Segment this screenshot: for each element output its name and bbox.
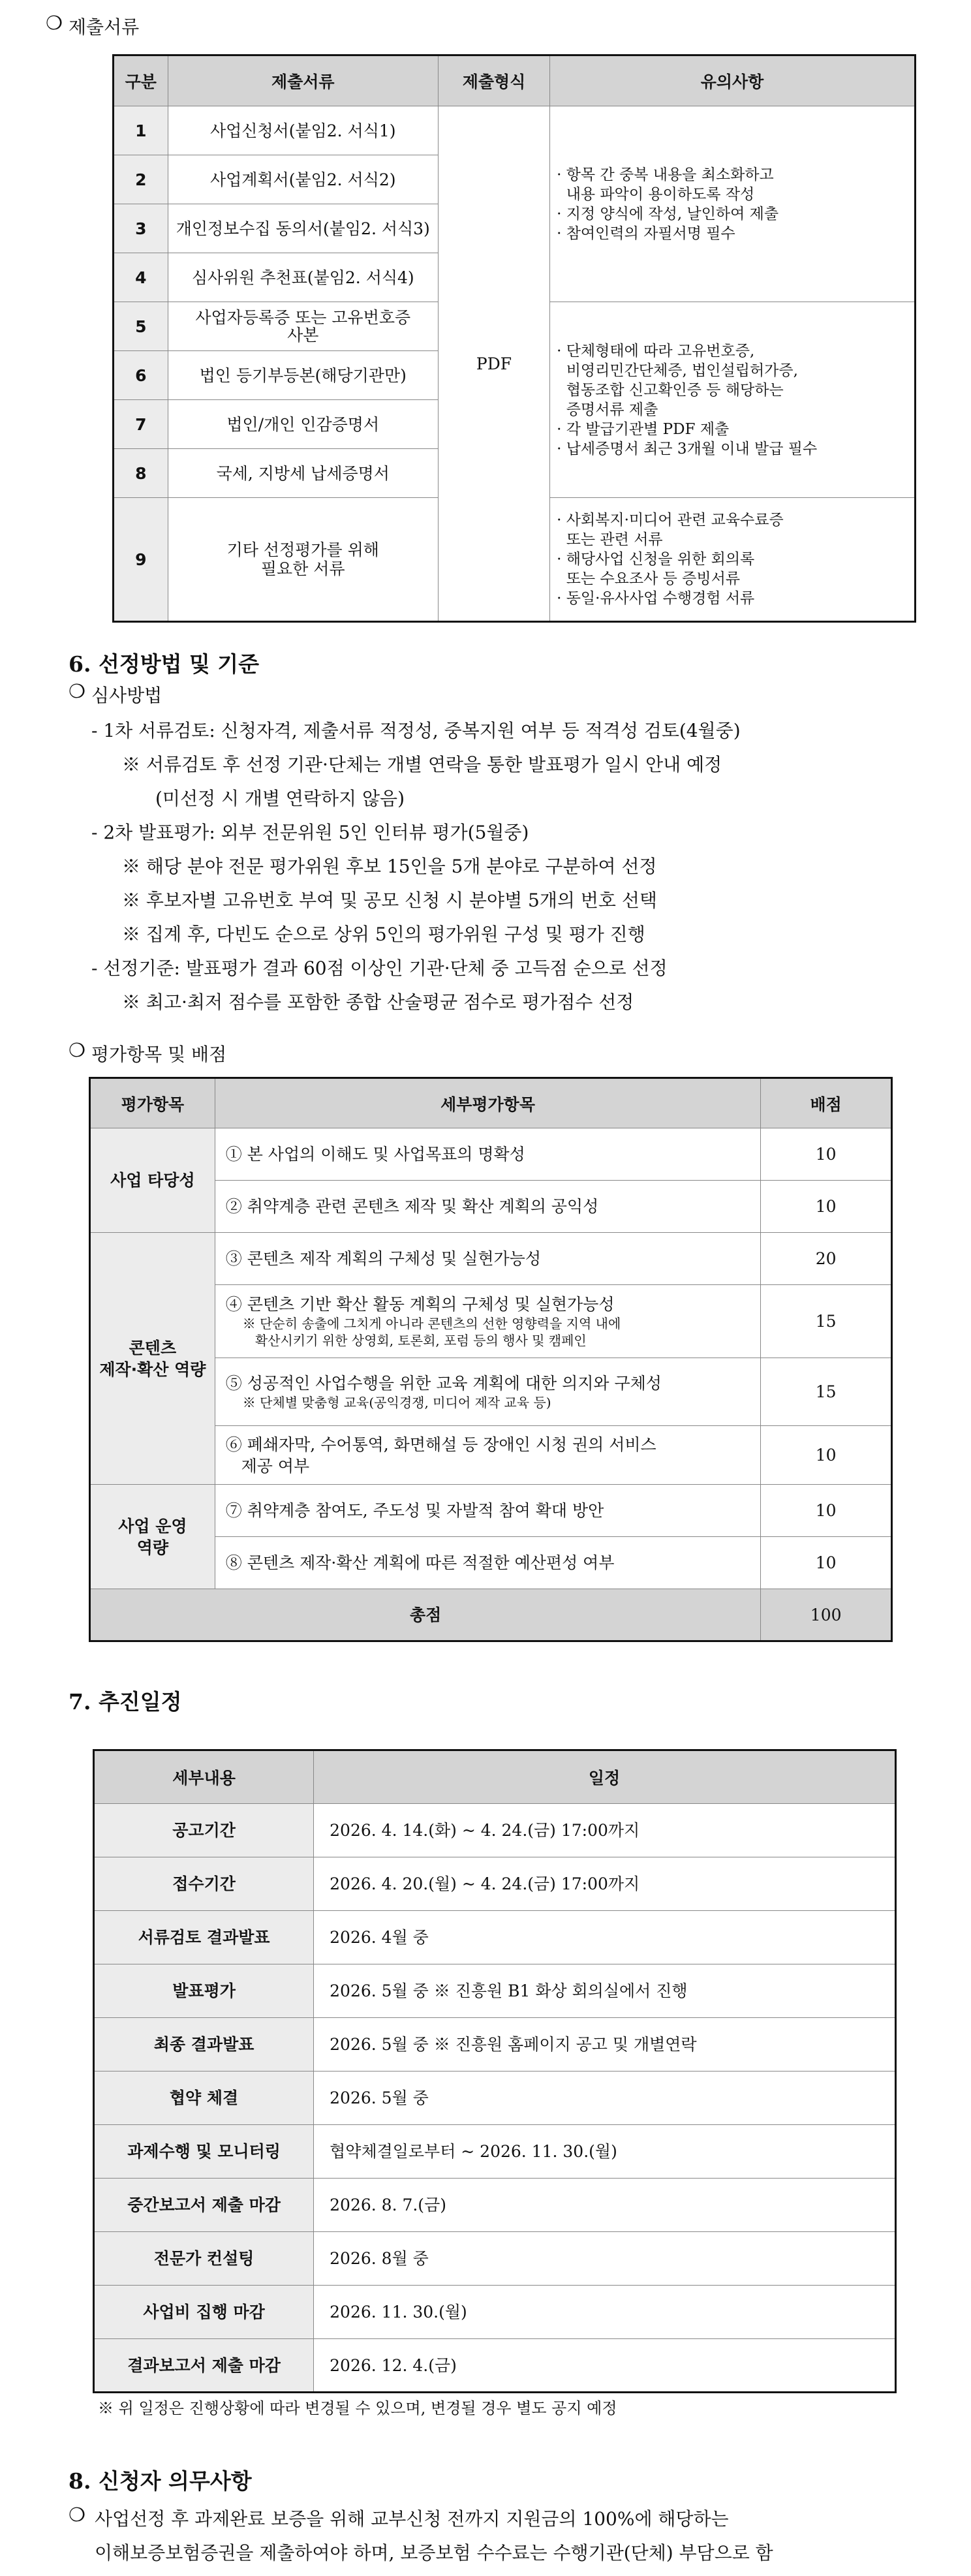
- schedule-label: 결과보고서 제출 마감: [94, 2339, 314, 2393]
- document-name: 사업신청서(붙임2. 서식1): [168, 106, 438, 155]
- row-number: 7: [114, 400, 168, 449]
- schedule-value: 2026. 5월 중: [314, 2072, 896, 2125]
- method-note: ※ 서류검토 후 선정 기관·단체는 개별 연락을 통한 발표평가 일시 안내 예정: [122, 754, 722, 775]
- document-name: 심사위원 추천표(붙임2. 서식4): [168, 253, 438, 302]
- document-name: 기타 선정평가를 위해 필요한 서류: [168, 498, 438, 622]
- col-header: 일정: [314, 1750, 896, 1804]
- bullet-circle: ❍: [69, 1039, 85, 1061]
- method-note: (미선정 시 개별 연락하지 않음): [155, 788, 405, 809]
- eval-item: ⑤ 성공적인 사업수행을 위한 교육 계획에 대한 의지와 구체성 ※ 단체별 맞춤형 교육(공익경쟁, 미디어 제작 교육 등): [215, 1358, 761, 1426]
- method-line: - 1차 서류검토: 신청자격, 제출서류 적정성, 중복지원 여부 등 적격성 검토(4월중): [91, 720, 741, 741]
- schedule-value: 2026. 4. 20.(월) ~ 4. 24.(금) 17:00까지: [314, 1857, 896, 1911]
- eval-item: ⑥ 폐쇄자막, 수어통역, 화면해설 등 장애인 시청 권의 서비스 제공 여부: [215, 1426, 761, 1485]
- row-number: 2: [114, 155, 168, 204]
- schedule-table: [93, 1749, 897, 2393]
- category-operation-capacity: 사업 운영 역량: [90, 1485, 215, 1589]
- eval-score: 15: [761, 1285, 892, 1358]
- schedule-label: 서류검토 결과발표: [94, 1911, 314, 1964]
- subheading-review-method: 심사방법: [91, 685, 162, 706]
- obligation-line: 사업선정 후 과제완료 보증을 위해 교부신청 전까지 지원금의 100%에 해당하는: [95, 2508, 729, 2530]
- document-name: 법인 등기부등본(해당기관만): [168, 351, 438, 400]
- obligation-line: 이해보증보험증권을 제출하여야 하며, 보증보험 수수료는 수행기관(단체) 부담으로 함: [95, 2542, 773, 2564]
- row-number: 6: [114, 351, 168, 400]
- method-note: ※ 집계 후, 다빈도 순으로 상위 5인의 평가위원 구성 및 평가 진행: [122, 923, 645, 945]
- documents-table: [112, 54, 916, 623]
- method-line: - 2차 발표평가: 외부 전문위원 5인 인터뷰 평가(5월중): [91, 822, 529, 843]
- category-business-validity: 사업 타당성: [90, 1128, 215, 1233]
- col-header: 세부평가항목: [215, 1078, 761, 1128]
- eval-item: ① 본 사업의 이해도 및 사업목표의 명확성: [215, 1128, 761, 1181]
- eval-score: 10: [761, 1485, 892, 1537]
- col-header: 유의사항: [550, 55, 916, 106]
- note-cell-1: · 항목 간 중복 내용을 최소화하고 내용 파악이 용이하도록 작성 · 지정 양식에 작성, 날인하여 제출 · 참여인력의 자필서명 필수: [550, 106, 916, 302]
- method-note: ※ 후보자별 고유번호 부여 및 공모 신청 시 분야별 5개의 번호 선택: [122, 890, 657, 911]
- category-content-capacity: 콘텐츠 제작·확산 역량: [90, 1233, 215, 1485]
- document-name: 사업계획서(붙임2. 서식2): [168, 155, 438, 204]
- row-number: 4: [114, 253, 168, 302]
- schedule-label: 사업비 집행 마감: [94, 2286, 314, 2339]
- schedule-label: 중간보고서 제출 마감: [94, 2179, 314, 2232]
- eval-item: ② 취약계층 관련 콘텐츠 제작 및 확산 계획의 공익성: [215, 1181, 761, 1233]
- section-heading-documents: 제출서류: [69, 16, 140, 38]
- section-title-8: 8. 신청자 의무사항: [69, 2468, 252, 2494]
- subheading-evaluation: 평가항목 및 배점: [91, 1044, 227, 1065]
- eval-score: 10: [761, 1181, 892, 1233]
- submission-format: PDF: [438, 106, 549, 622]
- eval-item-note: ※ 단순히 송출에 그치게 아니라 콘텐츠의 선한 영향력을 지역 내에 확산시키기 위한 상영회, 토론회, 포럼 등의 행사 및 캠페인: [242, 1316, 621, 1348]
- schedule-label: 공고기간: [94, 1804, 314, 1857]
- eval-score: 10: [761, 1537, 892, 1589]
- schedule-label: 최종 결과발표: [94, 2018, 314, 2072]
- schedule-label: 과제수행 및 모니터링: [94, 2125, 314, 2179]
- schedule-footnote: ※ 위 일정은 진행상황에 따라 변경될 수 있으며, 변경될 경우 별도 공지 예정: [98, 2399, 617, 2417]
- eval-item: ⑧ 콘텐츠 제작·확산 계획에 따른 적절한 예산편성 여부: [215, 1537, 761, 1589]
- note-cell-3: · 사회복지·미디어 관련 교육수료증 또는 관련 서류 · 해당사업 신청을 위한 회의록 또는 수요조사 등 증빙서류 · 동일·유사사업 수행경험 서류: [550, 498, 916, 622]
- document-name: 사업자등록증 또는 고유번호증 사본: [168, 302, 438, 351]
- total-score: 100: [761, 1589, 892, 1641]
- schedule-label: 협약 체결: [94, 2072, 314, 2125]
- schedule-value: 2026. 12. 4.(금): [314, 2339, 896, 2393]
- section-title-7: 7. 추진일정: [69, 1689, 182, 1715]
- eval-score: 20: [761, 1233, 892, 1285]
- bullet-circle: ❍: [46, 12, 63, 34]
- eval-score: 10: [761, 1426, 892, 1485]
- document-name: 국세, 지방세 납세증명서: [168, 449, 438, 498]
- schedule-value: 협약체결일로부터 ~ 2026. 11. 30.(월): [314, 2125, 896, 2179]
- note-cell-2: · 단체형태에 따라 고유번호증, 비영리민간단체증, 법인설립허가증, 협동조합 신고확인증 등 해당하는 증명서류 제출 · 각 발급기관별 PDF 제출 · 납세증명서 최근 3개월 이내 발급 필수: [550, 302, 916, 498]
- row-number: 1: [114, 106, 168, 155]
- eval-item: ③ 콘텐츠 제작 계획의 구체성 및 실현가능성: [215, 1233, 761, 1285]
- schedule-value: 2026. 5월 중 ※ 진흥원 B1 화상 회의실에서 진행: [314, 1964, 896, 2018]
- row-number: 9: [114, 498, 168, 622]
- schedule-value: 2026. 5월 중 ※ 진흥원 홈페이지 공고 및 개별연락: [314, 2018, 896, 2072]
- bullet-circle: ❍: [69, 680, 85, 702]
- eval-score: 15: [761, 1358, 892, 1426]
- method-note: ※ 해당 분야 전문 평가위원 후보 15인을 5개 분야로 구분하여 선정: [122, 856, 657, 877]
- schedule-label: 전문가 컨설팅: [94, 2232, 314, 2286]
- schedule-value: 2026. 8. 7.(금): [314, 2179, 896, 2232]
- col-header: 평가항목: [90, 1078, 215, 1128]
- schedule-value: 2026. 4월 중: [314, 1911, 896, 1964]
- col-header: 배점: [761, 1078, 892, 1128]
- schedule-label: 발표평가: [94, 1964, 314, 2018]
- document-name: 개인정보수집 동의서(붙임2. 서식3): [168, 204, 438, 253]
- col-header: 구분: [114, 55, 168, 106]
- schedule-value: 2026. 4. 14.(화) ~ 4. 24.(금) 17:00까지: [314, 1804, 896, 1857]
- method-note: ※ 최고·최저 점수를 포함한 종합 산술평균 점수로 평가점수 선정: [122, 991, 634, 1013]
- col-header: 제출형식: [438, 55, 549, 106]
- row-number: 8: [114, 449, 168, 498]
- row-number: 5: [114, 302, 168, 351]
- col-header: 제출서류: [168, 55, 438, 106]
- document-name: 법인/개인 인감증명서: [168, 400, 438, 449]
- schedule-value: 2026. 8월 중: [314, 2232, 896, 2286]
- eval-item-note: ※ 단체별 맞춤형 교육(공익경쟁, 미디어 제작 교육 등): [242, 1395, 551, 1410]
- eval-item: ④ 콘텐츠 기반 확산 활동 계획의 구체성 및 실현가능성 ※ 단순히 송출에 그치게 아니라 콘텐츠의 선한 영향력을 지역 내에 확산시키기 위한 상영회, 토론회, 포럼 등의 행사 및 캠페인: [215, 1285, 761, 1358]
- evaluation-table: [89, 1077, 893, 1642]
- row-number: 3: [114, 204, 168, 253]
- schedule-value: 2026. 11. 30.(월): [314, 2286, 896, 2339]
- method-line: - 선정기준: 발표평가 결과 60점 이상인 기관·단체 중 고득점 순으로 선정: [91, 957, 668, 979]
- bullet-circle: ❍: [69, 2504, 85, 2526]
- col-header: 세부내용: [94, 1750, 314, 1804]
- eval-item: ⑦ 취약계층 참여도, 주도성 및 자발적 참여 확대 방안: [215, 1485, 761, 1537]
- schedule-label: 접수기간: [94, 1857, 314, 1911]
- total-label: 총점: [90, 1589, 761, 1641]
- eval-score: 10: [761, 1128, 892, 1181]
- section-title-6: 6. 선정방법 및 기준: [69, 651, 260, 677]
